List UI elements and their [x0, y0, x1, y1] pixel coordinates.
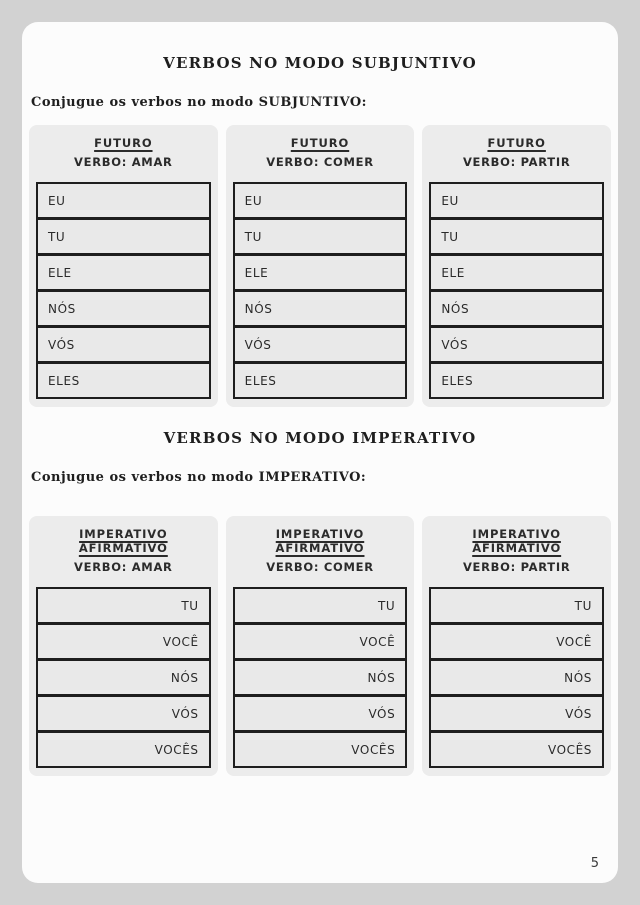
pronoun-label: TU	[441, 229, 459, 244]
pronoun-label: ELES	[244, 373, 277, 388]
pronoun-label: ELE	[441, 265, 465, 280]
answer-row[interactable]	[429, 326, 604, 363]
cards-grid-imperativo	[29, 516, 611, 776]
answer-row[interactable]	[429, 254, 604, 291]
pronoun-label: TU	[574, 598, 592, 613]
card-tense-label: IMPERATIVO AFIRMATIVO	[78, 527, 168, 555]
answer-row[interactable]	[233, 254, 408, 291]
pronoun-label: VÓS	[244, 337, 272, 352]
verb-card	[422, 125, 611, 407]
instruction-imperativo: Conjugue os verbos no modo IMPERATIVO:	[31, 470, 367, 485]
verb-card	[29, 516, 218, 776]
worksheet-page	[22, 22, 618, 883]
card-verb-label: VERBO: PARTIR	[462, 560, 571, 574]
answer-row[interactable]	[36, 218, 211, 255]
verb-card	[422, 516, 611, 776]
verb-card	[226, 125, 415, 407]
pronoun-label: VOCÊ	[359, 634, 396, 649]
pronoun-label: NÓS	[367, 670, 396, 685]
answer-row[interactable]	[233, 290, 408, 327]
card-tense-label: FUTURO	[487, 136, 546, 150]
answer-row[interactable]	[429, 623, 604, 660]
answer-table	[429, 182, 604, 399]
pronoun-label: NÓS	[564, 670, 592, 685]
verb-card	[29, 125, 218, 407]
cards-grid-subjuntivo	[29, 125, 611, 407]
answer-table	[429, 587, 604, 768]
answer-row[interactable]	[429, 182, 604, 219]
section-title-subjuntivo: VERBOS NO MODO SUBJUNTIVO	[163, 54, 477, 72]
answer-row[interactable]	[429, 659, 604, 696]
pronoun-label: NÓS	[170, 670, 199, 685]
answer-row[interactable]	[36, 623, 211, 660]
answer-table	[36, 587, 211, 768]
answer-row[interactable]	[36, 695, 211, 732]
verb-card	[226, 516, 415, 776]
pronoun-label: TU	[244, 229, 262, 244]
pronoun-label: NÓS	[48, 301, 76, 316]
pronoun-label: EU	[244, 193, 263, 208]
card-tense-label: IMPERATIVO AFIRMATIVO	[275, 527, 365, 555]
card-tense-label: FUTURO	[290, 136, 350, 150]
answer-row[interactable]	[36, 587, 211, 624]
pronoun-label: ELE	[48, 265, 72, 280]
pronoun-label: NÓS	[244, 301, 273, 316]
answer-table	[233, 587, 408, 768]
answer-row[interactable]	[36, 362, 211, 399]
instruction-subjuntivo: Conjugue os verbos no modo SUBJUNTIVO:	[31, 95, 367, 110]
pronoun-label: ELE	[244, 265, 269, 280]
answer-table	[233, 182, 408, 399]
card-tense-label: IMPERATIVO AFIRMATIVO	[472, 527, 562, 555]
answer-row[interactable]	[429, 362, 604, 399]
card-verb-label: VERBO: COMER	[266, 560, 374, 574]
pronoun-label: VÓS	[441, 337, 469, 352]
answer-row[interactable]	[429, 695, 604, 732]
answer-row[interactable]	[233, 659, 408, 696]
answer-row[interactable]	[36, 731, 211, 768]
answer-row[interactable]	[36, 182, 211, 219]
answer-row[interactable]	[429, 290, 604, 327]
pronoun-label: TU	[181, 598, 199, 613]
card-verb-label: VERBO: PARTIR	[462, 155, 571, 169]
answer-row[interactable]	[233, 623, 408, 660]
card-verb-label: VERBO: COMER	[266, 155, 374, 169]
pronoun-label: VOCÊ	[556, 634, 592, 649]
answer-row[interactable]	[429, 731, 604, 768]
pronoun-label: ELES	[48, 373, 80, 388]
answer-row[interactable]	[36, 659, 211, 696]
page-number: 5	[590, 856, 599, 871]
answer-row[interactable]	[429, 218, 604, 255]
answer-row[interactable]	[36, 254, 211, 291]
pronoun-label: VOCÊS	[154, 742, 199, 757]
pronoun-label: TU	[378, 598, 396, 613]
card-tense-label: FUTURO	[94, 136, 153, 150]
pronoun-label: EU	[48, 193, 66, 208]
answer-row[interactable]	[233, 731, 408, 768]
pronoun-label: ELES	[441, 373, 474, 388]
section-title-imperativo: VERBOS NO MODO IMPERATIVO	[163, 429, 477, 447]
pronoun-label: VOCÊS	[351, 742, 396, 757]
answer-row[interactable]	[233, 695, 408, 732]
card-verb-label: VERBO: AMAR	[74, 560, 173, 574]
pronoun-label: VÓS	[368, 706, 396, 721]
answer-row[interactable]	[36, 326, 211, 363]
pronoun-label: NÓS	[441, 301, 470, 316]
pronoun-label: VÓS	[48, 337, 75, 352]
pronoun-label: EU	[441, 193, 459, 208]
answer-row[interactable]	[233, 326, 408, 363]
pronoun-label: VÓS	[565, 706, 592, 721]
answer-row[interactable]	[233, 182, 408, 219]
pronoun-label: VÓS	[171, 706, 199, 721]
card-verb-label: VERBO: AMAR	[74, 155, 173, 169]
pronoun-label: TU	[48, 229, 66, 244]
answer-row[interactable]	[36, 290, 211, 327]
pronoun-label: VOCÊ	[162, 634, 199, 649]
answer-row[interactable]	[233, 218, 408, 255]
answer-row[interactable]	[233, 362, 408, 399]
answer-table	[36, 182, 211, 399]
answer-row[interactable]	[429, 587, 604, 624]
answer-row[interactable]	[233, 587, 408, 624]
pronoun-label: VOCÊS	[547, 742, 592, 757]
